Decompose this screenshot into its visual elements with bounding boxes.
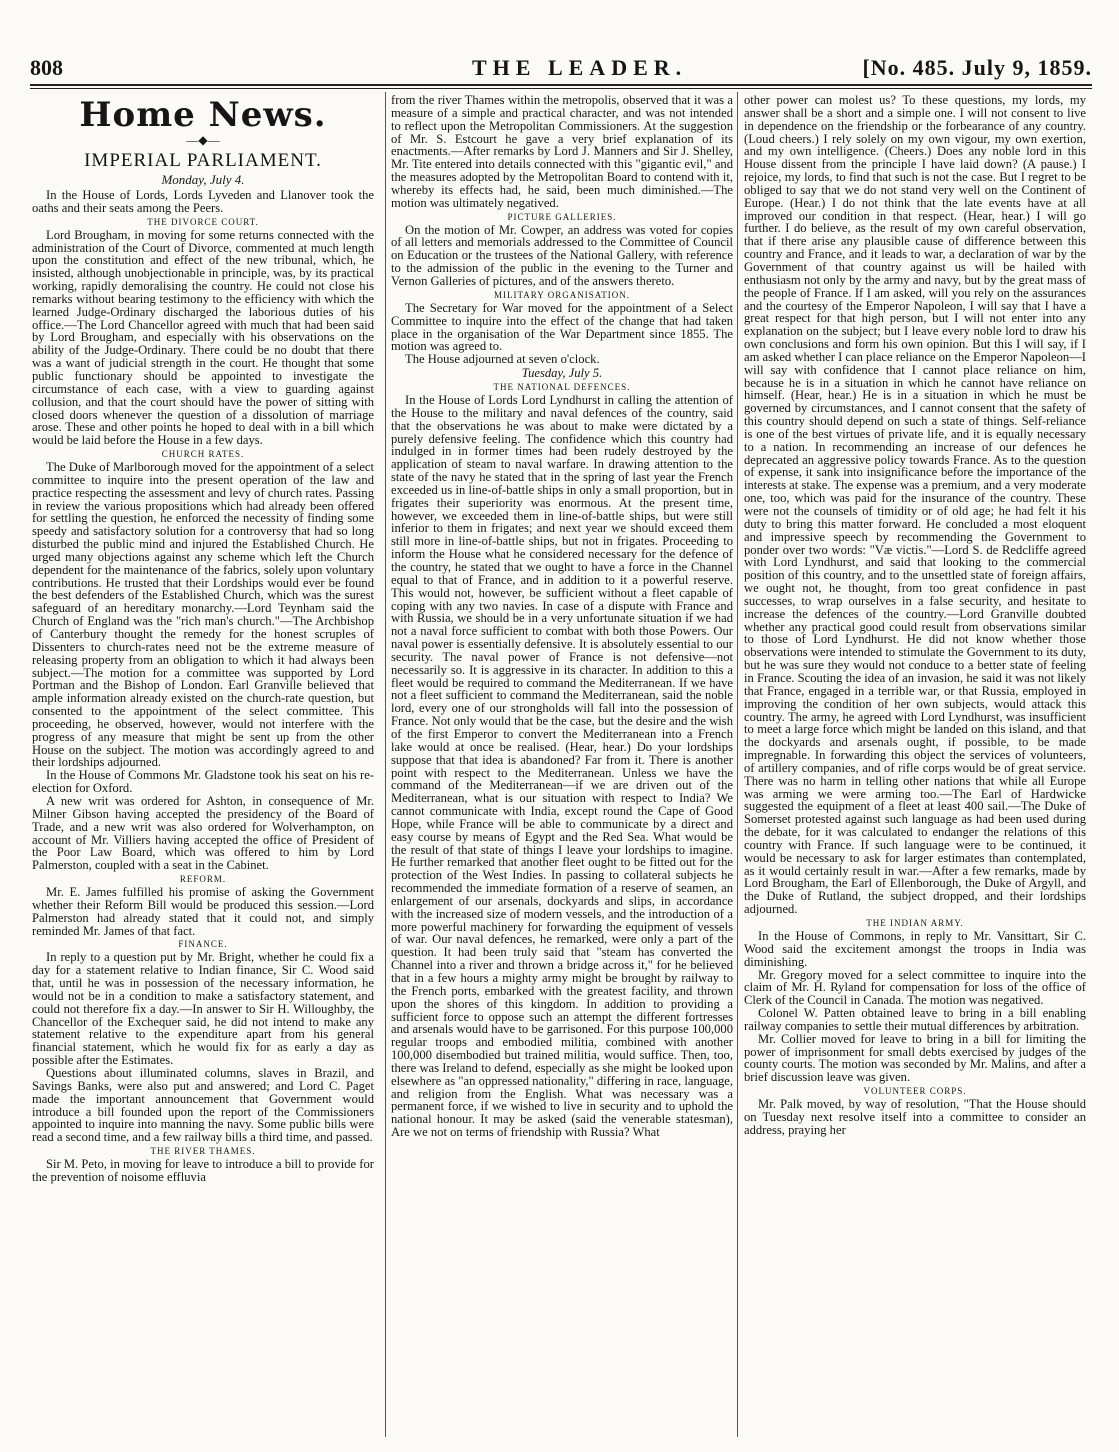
paragraph: On the motion of Mr. Cowper, an address was voted for copies of all letters and memorials addressed to the Committee of Council on Education or the trustees of the National Gallery, with reference to the admission of the public in the evening to the Turner and Vernon Galleries of pictures, and of the answers thereto. xyxy=(391,222,733,288)
paragraph: Questions about illuminated columns, slaves in Brazil, and Savings Banks, were also put and answered; and Lord C. Paget made the important announcement that Government would introduce a bill founded upon the report of the Commissioners appointed to inquire into manning the navy. Some public bills were read a second time, and a few railway bills a third time, and passed. xyxy=(32,1066,374,1145)
subheading: PICTURE GALLERIES. xyxy=(507,211,617,222)
issue-info: [No. 485. July 9, 1859. xyxy=(862,55,1092,80)
subheading: REFORM. xyxy=(179,874,227,885)
subheading: CHURCH RATES. xyxy=(161,449,245,460)
subheading: THE DIVORCE COURT. xyxy=(147,216,259,227)
page-number: 808 xyxy=(30,55,63,80)
subheading: THE RIVER THAMES. xyxy=(150,1146,256,1157)
column-3 xyxy=(744,94,1086,1434)
paragraph: Sir M. Peto, in moving for leave to introduce a bill to provide for the prevention of noisome effluvia xyxy=(32,1157,374,1184)
ornament-divider: —◆— xyxy=(186,133,220,147)
subheading: THE INDIAN ARMY. xyxy=(866,918,964,928)
subheading: MILITARY ORGANISATION. xyxy=(494,289,630,300)
paragraph: Lord Brougham, in moving for some returns connected with the administration of the Court of Divorce, commented at much length upon the constitution and effect of the new tribunal, which, he insisted, although unobjectionable in principle, was, by its practical working, rapidly demoralising the country. He could not close his remarks without bearing testimony to the efficiency with which the learned Judge-Ordinary discharged the laborious duties of his office.—The Lord Chancellor agreed with much that had been said by Lord Brougham, and especially with his observations on the ability of the Judge-Ordinary. There could be no doubt that there was a want of judicial strength in the court. He thought that some public functionary should be appointed to investigate the circumstance of each case, with a view to guarding against collusion, and that the court should have the power of sitting with closed doors whenever the question of a dissolution of marriage arose. These and other points he hoped to deal with in a bill which would be laid before the House in a few days. xyxy=(32,227,374,448)
paragraph: In the House of Lords, Lords Lyveden and Llanover took the oaths and their seats among the Peers. xyxy=(32,188,374,215)
paragraph: In the House of Lords Lord Lyndhurst in calling the attention of the House to the military and naval defences of the country, said that the observations he was about to make were dictated by a purely defensive feeling. The confidence which this country had indulged in in former times had been rudely destroyed by the application of steam to naval warfare. In drawing attention to the state of the navy he stated that in the spring of last year the French exceeded us in line-of-battle ships in only a small proportion, but in frigates their superiority was enormous. At the present time, however, we exceeded them in line-of-battle ships, but were still inferior to them in frigates; and next year we should exceed them still more in line-of-battle ships, but not in frigates. Proceeding to inform the House what he considered necessary for the defence of the country, he stated that we ought to have a force in the Channel equal to that of France, and in addition to it a powerful reserve. This would not, however, be sufficient without a fleet capable of coping with any two navies. In case of a dispute with France and with Russia, we should be in a very unfortunate situation if we had not a naval force sufficient to combat with both those Powers. Our naval power is essentially defensive. It is absolutely essential to our security. The naval power of France is not defensive—not necessarily so. It is aggressive in its character. In addition to this a fleet would be required to command the Mediterranean. If we have not a fleet sufficient to command the Mediterranean, said the noble lord, every one of our strongholds will fall into the possession of France. Not only would that be the case, but the desire and the wish of the first Emperor to convert the Mediterranean into a French lake would at once be realised. (Hear, hear.) Do your lordships suppose that that idea is abandoned? Far from it. There is another point with respect to the Mediterranean. Unless we have the command of the Mediterranean—if we are driven out of the Mediterranean, what is our situation with respect to India? We cannot communicate with India, except round the Cape of Good Hope, while France will be able to communicate by a direct and easy course by means of Egypt and the Red Sea. What would be the result of that state of things I leave your lordships to imagine. He further remarked that another fleet ought to be fitted out for the protection of the West Indies. In passing to collateral subjects he recommended the immediate formation of a reserve of seamen, an enlargement of our arsenals, dockyards and slips, in accordance with the increased size of modern vessels, and the introduction of a more powerful machinery for forwarding the equipment of vessels of war. Our naval defences, he remarked, were only a part of the question. It had been truly said that "steam has converted the Channel into a river and thrown a bridge across it," for he believed that in a few hours a mighty army might be brought by railway to the French ports, embarked with the greatest facility, and thrown upon the shores of this kingdom. In addition to providing a sufficient force to oppose such an attempt the different fortresses and arsenals would have to be garrisoned. For this purpose 100,000 regular troops and embodied militia, combined with another 100,000 disembodied but trained militia, would suffice. Then, too, there was Ireland to defend, especially as she might be looked upon elsewhere as "an oppressed nationality," differing in race, language, and religion from the English. What was necessary was a permanent force, if we wished to live in security and to uphold the national honour. It may be asked (said the venerable statesman), Are we not on terms of friendship with Russia? What xyxy=(391,393,733,1140)
paragraph: The House adjourned at seven o'clock. xyxy=(405,352,600,367)
date-line: Monday, July 4. xyxy=(161,172,245,187)
paragraph: Mr. Collier moved for leave to bring in a bill for limiting the power of imprisonment for small debts exercised by judges of the county courts. The motion was seconded by Mr. Malins, and after a brief discussion leave was given. xyxy=(744,1031,1086,1085)
column-divider xyxy=(737,92,738,1437)
paragraph: from the river Thames within the metropolis, observed that it was a measure of a simple and practical character, and was not intended to reflect upon the Metropolitan Commissioners. At the suggestion of Mr. S. Estcourt he gave a very brief explanation of its enactments.—After remarks by Lord J. Manners and Sir J. Shelley, Mr. Tite entered into details connected with this "gigantic evil," and the measures adopted by the Metropolitan Board to contend with it, whereby its effects had, he said, been much diminished.—The motion was ultimately negatived. xyxy=(391,94,733,210)
page-header xyxy=(30,54,1092,84)
subheading: THE NATIONAL DEFENCES. xyxy=(493,382,631,393)
paragraph: Mr. E. James fulfilled his promise of asking the Government whether their Reform Bill would be produced this session.—Lord Palmerston had already stated that it could not, and simply reminded Mr. James of that fact. xyxy=(32,885,374,938)
paragraph: A new writ was ordered for Ashton, in consequence of Mr. Milner Gibson having accepted the presidency of the Board of Trade, and a new writ was also ordered for Wolverhampton, on account of Mr. Villiers having accepted the office of President of the Poor Law Board, which was offered to him by Lord Palmerston, coupled with a seat in the Cabinet. xyxy=(32,793,374,873)
publication-title: THE LEADER. xyxy=(472,55,688,80)
paragraph: In reply to a question put by Mr. Bright, whether he could fix a day for a statement relative to Indian finance, Sir C. Wood said that, until he was in possession of the necessary information, he would not be in a condition to make a satisfactory statement, and could not therefore fix a day.—In answer to Sir H. Willoughby, the Chancellor of the Exchequer said, he did not intend to make any statement relative to the expenditure apart from his general financial statement, which he would fix for as early a day as possible after the Estimates. xyxy=(32,950,374,1068)
paragraph: In the House of Commons, in reply to Mr. Vansittart, Sir C. Wood said the excitement amongst the troops in India was diminishing. xyxy=(744,929,1086,969)
subheading: VOLUNTEER CORPS. xyxy=(863,1086,967,1097)
section-masthead: Home News. xyxy=(79,95,327,135)
paragraph: The Secretary for War moved for the appointment of a Select Committee to inquire into the effect of the change that had taken place in the organisation of the War Department since 1855. The motion was agreed to. xyxy=(391,300,733,354)
column-2 xyxy=(391,94,733,1434)
column-1 xyxy=(32,94,374,1434)
header-rule xyxy=(30,84,1092,86)
column-divider xyxy=(385,92,386,1437)
paragraph: Mr. Gregory moved for a select committee to inquire into the claim of Mr. H. Ryland for compensation for loss of the office of Clerk of the Council in Canada. The motion was negatived. xyxy=(744,967,1086,1008)
paragraph: In the House of Commons Mr. Gladstone took his seat on his re-election for Oxford. xyxy=(32,768,374,796)
paragraph: Colonel W. Patten obtained leave to bring in a bill enabling railway companies to settle their mutual differences by arbitration. xyxy=(744,1006,1086,1033)
date-line: Tuesday, July 5. xyxy=(521,366,603,381)
paragraph: other power can molest us? To these questions, my lords, my answer shall be a short and a simple one. I will not consent to live in dependence on the friendship or the forbearance of any country. (Loud cheers.) I rely solely on my own vigour, my own exertion, and my own intelligence. (Cheers.) Does any noble lord in this House dissent from the principle I have laid down? (A pause.) I rejoice, my lords, to find that such is not the case. But I regret to be obliged to say that we do not stand very well on the Continent of Europe. (Hear.) I do not think that the late events have at all improved our condition in that respect. (Hear, hear.) I will go further. I do believe, as the result of my own careful observation, that if there arise any plausible cause of difference between this country and France, and it leads to war, a declaration of war by the Government of that country against us will be hailed with enthusiasm not only by the army and navy, but by the great mass of the people of France. If I am asked, will you rely on the assurances and the courtesy of the Emperor Napoleon, I will say that I have a great respect for that high person, but I will not enter into any explanation on the subject; but I leave every noble lord to draw his own conclusions and form his own opinion. But this I will say, if I am asked whether I can place reliance on the Emperor Napoleon—I will say with confidence that I cannot place reliance on him, because he is in a situation in which he cannot have reliance on himself. (Hear, hear.) He is in a situation in which he must be governed by circumstances, and I cannot consent that the safety of this country should depend on such a state of things. Self-reliance is one of the best virtues of private life, and it is equally necessary to a nation. In recommending an increase of our defences he deprecated an aggressive policy towards France. As to the question of expense, it sank into insignificance before the importance of the interests at stake. The expense was a premium, and a very moderate one, too, which was paid for the insurance of the country. These were not the counsels of timidity or of old age; he had felt it his duty to bring this matter forward. He concluded a most eloquent and impressive speech by recommending the Government to ponder over two words: "Væ victis."—Lord S. de Redcliffe agreed with Lord Lyndhurst, and said that looking to the commercial position of this country, and to the unsettled state of foreign affairs, we ought not, he thought, from too great confidence in past successes, to wrap ourselves in a false security, and hesitate to increase the defences of the country.—Lord Granville doubted whether any practical good could result from observations similar to those of Lord Lyndhurst. He did not know whether those observations were intended to stimulate the Government to its duty, but he was sure they would not conduce to a better state of feeling in France. Scouting the idea of an invasion, he said it was not likely that France, engaged in a terrible war, or that Russia, employed in improving the condition of her own subjects, would attack this country. The army, he agreed with Lord Lyndhurst, was insufficient to meet a large force which might be landed on this island, and that the dockyards and arsenals ought, if possible, to be made impregnable. In forwarding this object the services of volunteers, of artillery companies, and of rifle corps would be of great service. There was no harm in telling other nations that while all Europe was arming we were arming too.—The Earl of Hardwicke suggested the equipment of a fleet at least 400 sail.—The Duke of Somerset protested against such language as had been used during the debate, for it was calculated to endanger the relations of this country with France. If such language were to be continued, it would be necessary to ask for larger estimates than contemplated, as it would certainly result in war.—After a few remarks, made by Lord Brougham, the Earl of Ellenborough, the Duke of Argyll, and the Duke of Rutland, the subject dropped, and their lordships adjourned. xyxy=(744,94,1086,917)
header-rule-thin xyxy=(30,88,1092,89)
paragraph: The Duke of Marlborough moved for the appointment of a select committee to inquire into the present operation of the law and practice respecting the assessment and levy of church rates. Passing in review the various propositions which had already been offered for settling the question, he enforced the necessity of finding some speedy and satisfactory solution for a controversy that had so long disturbed the public mind and injured the Established Church. He urged many objections against any scheme which left the Church dependent for the maintenance of the fabrics, solely upon voluntary contributions. He trusted that their Lordships would ever be found the best defenders of the Established Church, which was the surest safeguard of an hereditary monarchy.—Lord Teynham said the Church of England was the "rich man's church."—The Archbishop of Canterbury thought the remedy for the honest scruples of Dissenters to church-rates need not be the extreme measure of releasing property from an obligation to which it had always been subject.—The motion for a committee was supported by Lord Portman and the Bishop of London. Earl Granville believed that ample information already existed on the church-rate question, but consented to the appointment of the select committee. This proceeding, he observed, however, would not interfere with the progress of any measure that might be sent up from the other House on the subject. The motion was accordingly agreed to and their lordships adjourned. xyxy=(32,460,374,770)
section-title: IMPERIAL PARLIAMENT. xyxy=(84,150,322,171)
paragraph: Mr. Palk moved, by way of resolution, "That the House should on Tuesday next resolve itself into a committee to consider an address, praying her xyxy=(744,1097,1086,1137)
subheading: FINANCE. xyxy=(178,939,228,950)
